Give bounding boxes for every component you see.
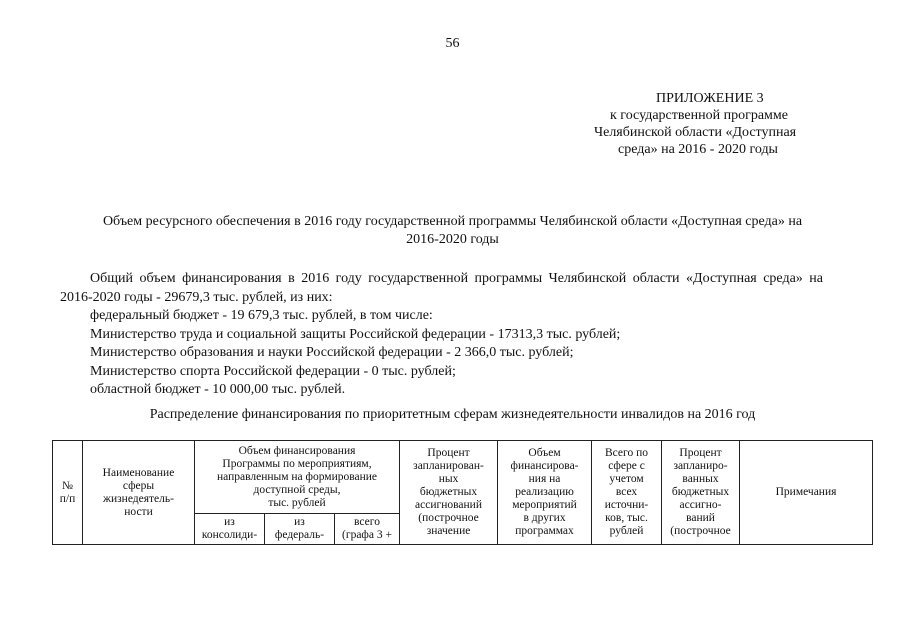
header-sphere-name: Наименование сферы жизнедеятель- ности (83, 441, 195, 545)
distribution-title: Распределение финансирования по приоритетным сферам жизнедеятельности инвалидов на 2016 год (149, 407, 756, 422)
header-program-volume: Объем финансирования Программы по мероприятиям, направленным на формирование доступной среды, тыс. рублей (195, 441, 400, 514)
summary-item: областной бюджет - 10 000,00 тыс. рублей. (90, 382, 346, 397)
summary-paragraph: Общий объем финансирования в 2016 году государственной программы Челябинской области «Доступная среда» на 2016-2020 годы - 29679,3 тыс. рублей, из них: (60, 271, 823, 305)
document-title-line: 2016-2020 годы (406, 232, 499, 247)
header-total: всего (графа 3 + (335, 514, 400, 545)
header-total-sphere: Всего по сфере с учетом всех источни- ков, тыс. рублей (592, 441, 662, 545)
header-percent-planned: Процент запланирован- ных бюджетных ассигнований (построчное значение (400, 441, 498, 545)
header-percent-all: Процент запланиро- ванных бюджетных ассигно- ваний (построчное (662, 441, 740, 545)
header-notes: Примечания (740, 441, 873, 545)
financing-table (52, 440, 873, 545)
page-number: 56 (445, 36, 460, 51)
summary-item: федеральный бюджет - 19 679,3 тыс. рублей, в том числе: (90, 308, 433, 323)
header-number: № п/п (53, 441, 83, 545)
funding-summary (60, 270, 823, 400)
header-from-consolidated: из консолиди- (195, 514, 265, 545)
summary-item: Министерство спорта Российской федерации - 0 тыс. рублей; (90, 363, 456, 379)
appendix-line: к государственной программе (610, 108, 788, 123)
appendix-title: ПРИЛОЖЕНИЕ 3 (656, 91, 764, 106)
header-from-federal: из федераль- (265, 514, 335, 545)
appendix-line: Челябинской области «Доступная (594, 125, 797, 140)
appendix-line: среда» на 2016 - 2020 годы (618, 142, 778, 157)
summary-item: Министерство образования и науки Российской федерации - 2 366,0 тыс. рублей; (90, 345, 574, 360)
summary-item: Министерство труда и социальной защиты Российской федерации - 17313,3 тыс. рублей; (90, 326, 621, 342)
document-title (40, 213, 865, 249)
document-title-line: Объем ресурсного обеспечения в 2016 году государственной программы Челябинской области «Доступная среда» на (102, 214, 803, 229)
appendix-block (580, 90, 820, 158)
header-volume-other-programs: Объем финансирова- ния на реализацию мероприятий в других программах (498, 441, 592, 545)
